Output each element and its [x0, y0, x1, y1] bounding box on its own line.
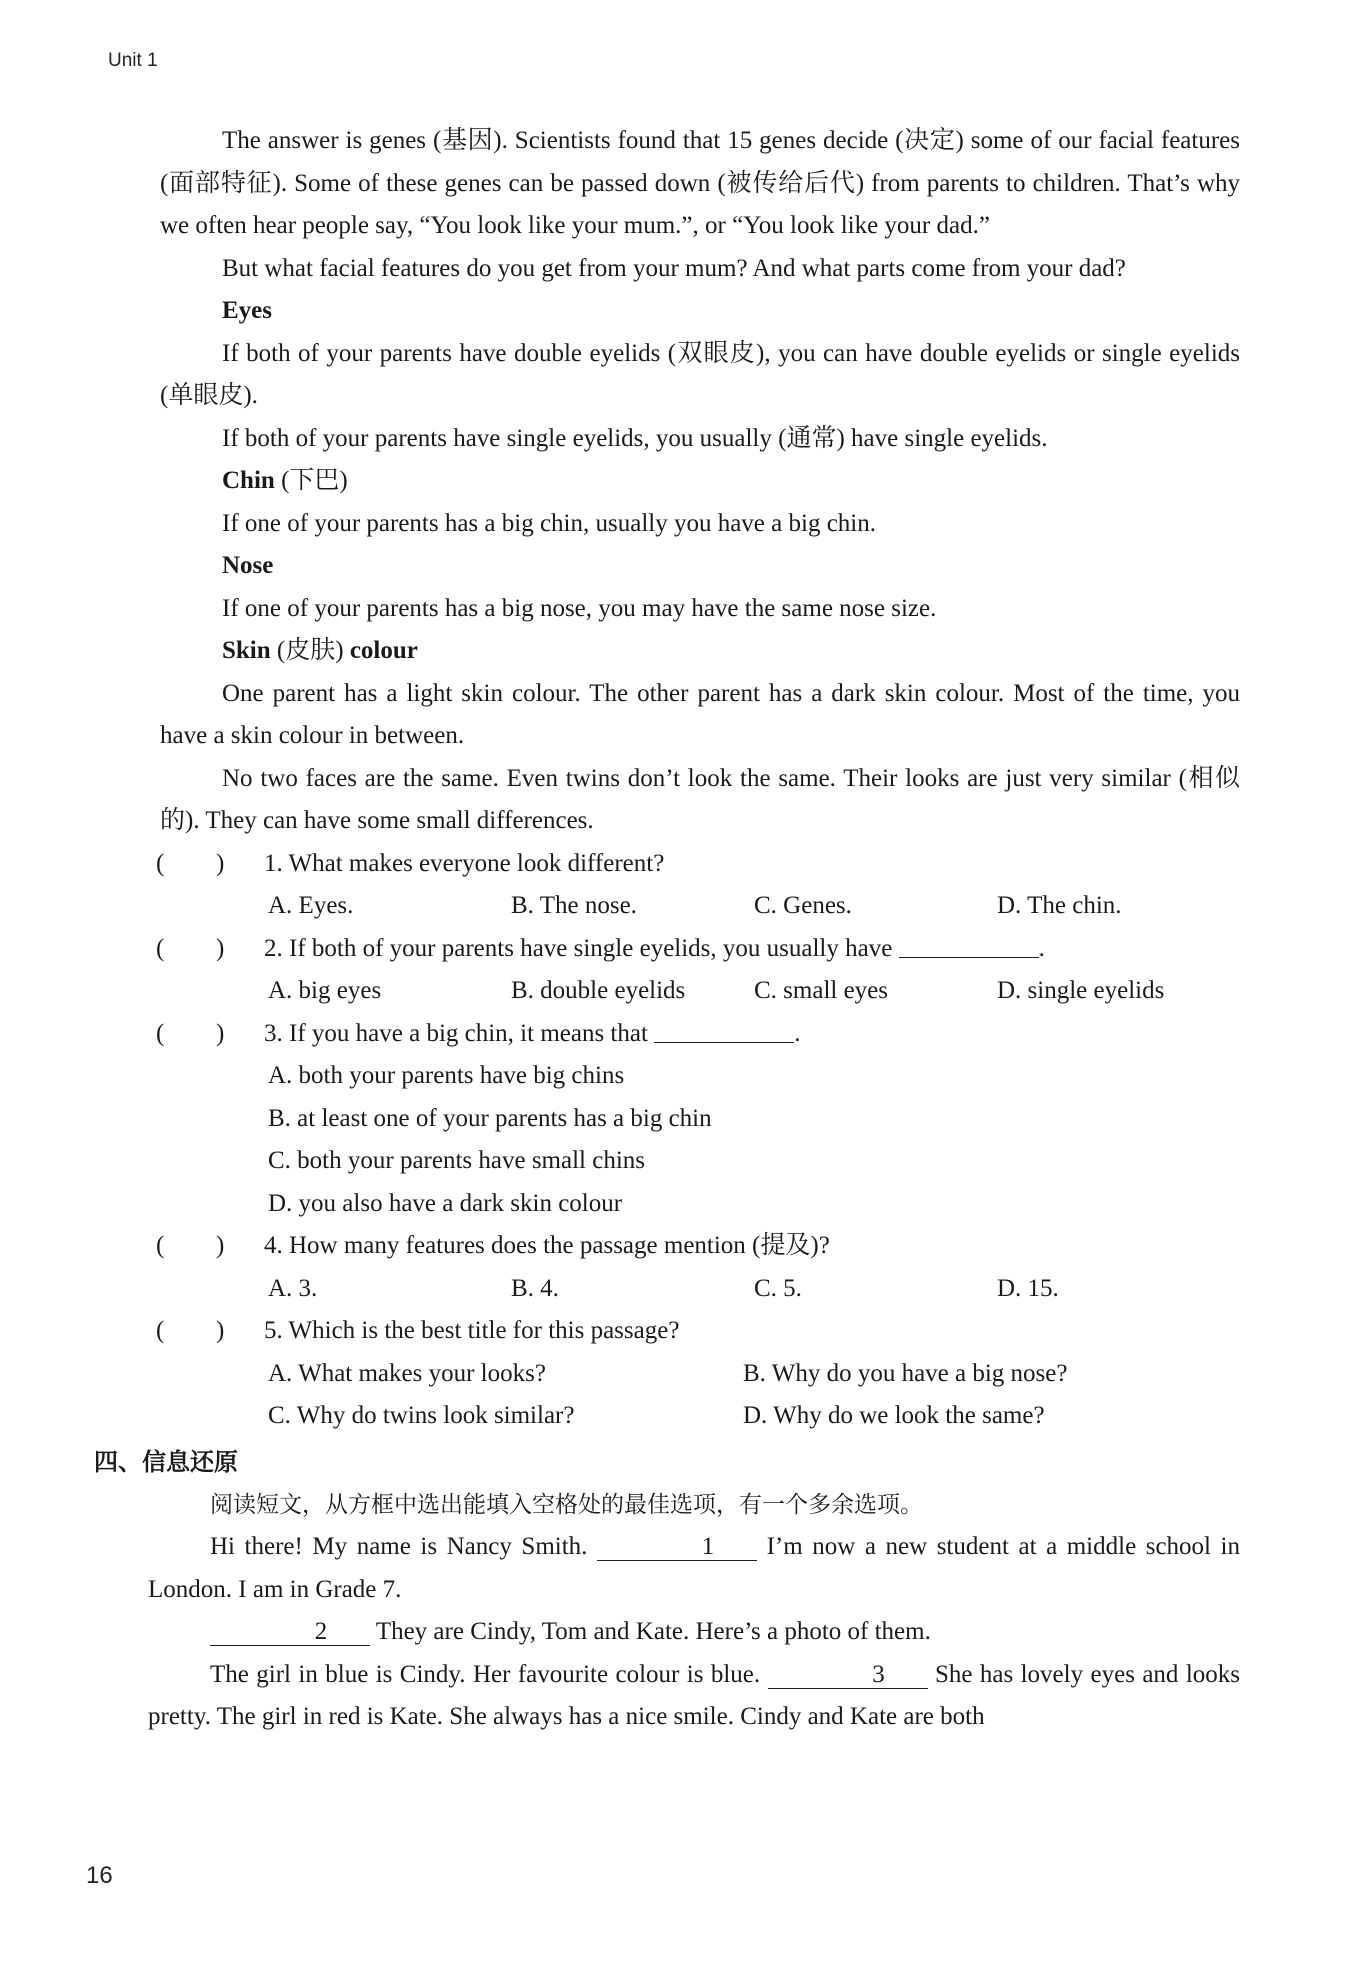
section-instruction: 阅读短文，从方框中选出能填入空格处的最佳选项，有一个多余选项。: [210, 1491, 923, 1518]
question-stem: 3. If you have a big chin, it means that: [264, 1019, 648, 1047]
section-heading-nose: Nose: [222, 552, 274, 579]
section-heading-skin: Skin (皮肤) colour: [222, 637, 418, 664]
question-3: ( ) 3. If you have a big chin, it means that .: [156, 1013, 1240, 1056]
question-stem: 2. If both of your parents have single eyelids, you usually have: [264, 934, 893, 962]
answer-paren-close: ): [216, 1019, 225, 1047]
question-1: [156, 843, 1240, 886]
option-b: B. at least one of your parents has a big chin: [268, 1104, 712, 1132]
option-b: B. 4.: [511, 1274, 559, 1302]
answer-paren-close: ): [216, 934, 225, 962]
question-2: ( ) 2. If both of your parents have single eyelids, you usually have .: [156, 928, 1240, 971]
answer-paren-close: ): [216, 1232, 225, 1259]
answer-paren-open[interactable]: (: [156, 1019, 165, 1047]
option-b: B. double eyelids: [511, 977, 686, 1004]
answer-paren-close: ): [216, 849, 225, 877]
answer-paren-close: ): [216, 1317, 225, 1344]
section-title: 四、信息还原: [94, 1447, 238, 1476]
option-d: D. you also have a dark skin colour: [268, 1189, 623, 1217]
option-b: B. The nose.: [511, 892, 637, 919]
passage-paragraph: If one of your parents has a big nose, you may have the same nose size.: [222, 594, 937, 622]
option-c: C. Genes.: [754, 892, 852, 919]
answer-paren-open[interactable]: (: [156, 849, 165, 877]
section4-paragraph-3: The girl in blue is Cindy. Her favourite colour is blue. 3 She has lovely eyes and looks pretty. The girl in red is Kate. She always has a nice smile. Cindy and Kate are both: [148, 1660, 1241, 1730]
option-a: A. both your parents have big chins: [268, 1062, 625, 1089]
option-d: D. Why do we look the same?: [743, 1402, 1045, 1429]
question-5: [156, 1310, 1240, 1353]
unit-header: Unit 1: [108, 50, 158, 71]
option-c: C. both your parents have small chins: [268, 1147, 646, 1174]
question-1-options: [160, 885, 1240, 928]
section4-paragraph-2: 2 They are Cindy, Tom and Kate. Here’s a photo of them.: [148, 1611, 1240, 1654]
option-c: C. Why do twins look similar?: [268, 1402, 575, 1429]
option-a: A. Eyes.: [268, 892, 354, 919]
page-content: [94, 120, 1241, 1739]
question-stem: 4. How many features does the passage mention (提及)?: [264, 1232, 830, 1259]
fill-blank-3[interactable]: 3: [768, 1662, 928, 1689]
passage-paragraph: If one of your parents has a big chin, usually you have a big chin.: [222, 509, 876, 537]
answer-paren-open[interactable]: (: [156, 1232, 165, 1259]
answer-blank[interactable]: [899, 931, 1039, 958]
option-a: A. big eyes: [268, 977, 382, 1004]
option-b: B. Why do you have a big nose?: [743, 1359, 1068, 1387]
passage-paragraph: No two faces are the same. Even twins don’t look the same. Their looks are just very similar (相似的). They can have some small differences.: [160, 764, 1240, 834]
chin-heading-cn: (下巴): [281, 467, 348, 494]
passage-paragraph: The answer is genes (基因). Scientists found that 15 genes decide (决定) some of our facial features (面部特征). Some of these genes can be passed down (被传给后代) from parents to children. That’s why we often hear people say, “You look like your mum.”, or “You look like your dad.”: [160, 127, 1240, 239]
passage-paragraph: One parent has a light skin colour. The other parent has a dark skin colour. Most of the time, you have a skin colour in between.: [160, 679, 1240, 749]
option-d: D. The chin.: [997, 892, 1122, 919]
fill-blank-1[interactable]: 1: [597, 1534, 757, 1561]
section-heading-chin: Chin (下巴): [222, 467, 348, 494]
option-a: A. What makes your looks?: [268, 1359, 546, 1387]
passage-paragraph: If both of your parents have double eyelids (双眼皮), you can have double eyelids or single eyelids (单眼皮).: [160, 339, 1240, 409]
question-4-options: [160, 1268, 1240, 1311]
option-d: D. single eyelids: [997, 977, 1165, 1004]
question-2-options: [160, 970, 1240, 1013]
answer-blank[interactable]: [654, 1016, 794, 1043]
passage-paragraph: If both of your parents have single eyelids, you usually (通常) have single eyelids.: [222, 424, 1048, 452]
question-5-options: [160, 1353, 1240, 1438]
section-heading-eyes: Eyes: [222, 297, 272, 324]
option-d: D. 15.: [997, 1274, 1059, 1302]
answer-paren-open[interactable]: (: [156, 1317, 165, 1344]
question-stem: 1. What makes everyone look different?: [264, 849, 665, 877]
option-c: C. small eyes: [754, 977, 889, 1004]
question-4: [156, 1225, 1240, 1268]
answer-paren-open[interactable]: (: [156, 934, 165, 962]
option-a: A. 3.: [268, 1274, 318, 1302]
passage-paragraph: But what facial features do you get from your mum? And what parts come from your dad?: [222, 254, 1126, 282]
question-stem: 5. Which is the best title for this passage?: [264, 1317, 680, 1344]
option-c: C. 5.: [754, 1274, 802, 1302]
page-number: 16: [86, 1862, 113, 1889]
fill-blank-2[interactable]: 2: [210, 1619, 370, 1646]
section4-paragraph-1: Hi there! My name is Nancy Smith. 1 I’m now a new student at a middle school in London. I am in Grade 7.: [148, 1533, 1241, 1603]
